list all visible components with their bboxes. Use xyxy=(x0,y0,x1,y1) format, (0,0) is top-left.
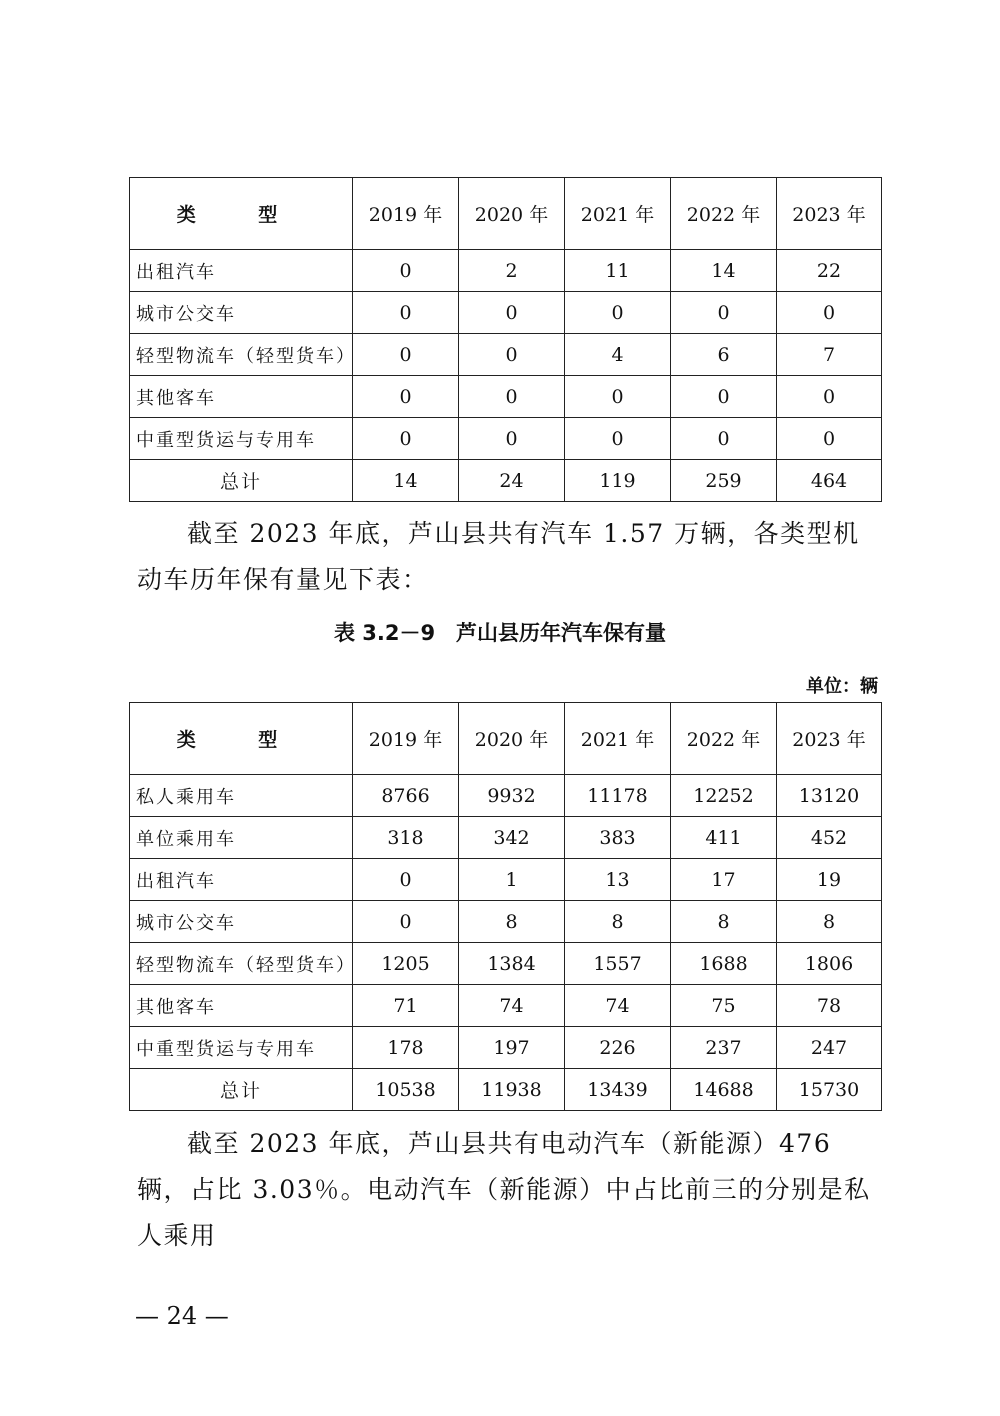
table-cell-value: 71 xyxy=(353,985,459,1027)
paragraph-1-text: 截至 2023 年底，芦山县共有汽车 1.57 万辆，各类型机动车历年保有量见下表： xyxy=(137,519,860,594)
row-type-label: 单位乘用车 xyxy=(130,817,353,859)
row-type-label: 轻型物流车（轻型货车） xyxy=(130,943,353,985)
table-2-unit: 单位：辆 xyxy=(806,676,878,697)
header-year: 2020 年 xyxy=(459,178,565,250)
table-cell-value: 0 xyxy=(671,292,777,334)
table-row xyxy=(130,943,882,985)
row-type-label: 轻型物流车（轻型货车） xyxy=(130,334,353,376)
table-cell-value: 14 xyxy=(353,460,459,502)
table-cell-value: 247 xyxy=(777,1027,882,1069)
table-cell-value: 1 xyxy=(459,859,565,901)
table-cell-value: 0 xyxy=(459,418,565,460)
table-cell-value: 383 xyxy=(565,817,671,859)
row-type-label: 私人乘用车 xyxy=(130,775,353,817)
header-year: 2023 年 xyxy=(777,703,882,775)
paragraph-1 xyxy=(137,511,882,603)
row-type-label: 总计 xyxy=(130,460,353,502)
header-year: 2023 年 xyxy=(777,178,882,250)
paragraph-2-text: 截至 2023 年底，芦山县共有电动汽车（新能源）476 辆，占比 3.03％。电动汽车（新能源）中占比前三的分别是私人乘用 xyxy=(137,1129,871,1250)
table-cell-value: 237 xyxy=(671,1027,777,1069)
table-cell-value: 342 xyxy=(459,817,565,859)
table-cell-value: 464 xyxy=(777,460,882,502)
table-row xyxy=(130,1069,882,1111)
row-type-label: 中重型货运与专用车 xyxy=(130,418,353,460)
table-cell-value: 0 xyxy=(777,376,882,418)
table-cell-value: 0 xyxy=(671,376,777,418)
table-row xyxy=(130,775,882,817)
table-cell-value: 9932 xyxy=(459,775,565,817)
table-row xyxy=(130,250,882,292)
table-cell-value: 0 xyxy=(565,292,671,334)
table-cell-value: 0 xyxy=(353,859,459,901)
table-cell-value: 318 xyxy=(353,817,459,859)
table-cell-value: 0 xyxy=(777,292,882,334)
header-year: 2021 年 xyxy=(565,703,671,775)
table-row xyxy=(130,376,882,418)
table-row xyxy=(130,418,882,460)
table-cell-value: 197 xyxy=(459,1027,565,1069)
table-row xyxy=(130,292,882,334)
table-row xyxy=(130,460,882,502)
table-cell-value: 11178 xyxy=(565,775,671,817)
table-cell-value: 8 xyxy=(459,901,565,943)
page-number: — 24 — xyxy=(135,1302,229,1330)
table-1-body xyxy=(130,178,882,502)
table-cell-value: 74 xyxy=(565,985,671,1027)
table-cell-value: 1205 xyxy=(353,943,459,985)
row-type-label: 其他客车 xyxy=(130,985,353,1027)
header-year: 2019 年 xyxy=(353,178,459,250)
table-cell-value: 0 xyxy=(353,334,459,376)
table-cell-value: 226 xyxy=(565,1027,671,1069)
row-type-label: 中重型货运与专用车 xyxy=(130,1027,353,1069)
table-cell-value: 22 xyxy=(777,250,882,292)
table-cell-value: 1557 xyxy=(565,943,671,985)
table-cell-value: 15730 xyxy=(777,1069,882,1111)
table-cell-value: 7 xyxy=(777,334,882,376)
table-cell-value: 2 xyxy=(459,250,565,292)
table-cell-value: 452 xyxy=(777,817,882,859)
header-year: 2019 年 xyxy=(353,703,459,775)
header-year: 2022 年 xyxy=(671,178,777,250)
table-cell-value: 0 xyxy=(565,418,671,460)
table-row xyxy=(130,901,882,943)
table-cell-value: 14688 xyxy=(671,1069,777,1111)
table-cell-value: 0 xyxy=(565,376,671,418)
table-cell-value: 0 xyxy=(671,418,777,460)
table-cell-value: 0 xyxy=(353,376,459,418)
header-year: 2021 年 xyxy=(565,178,671,250)
row-type-label: 总计 xyxy=(130,1069,353,1111)
table-cell-value: 1688 xyxy=(671,943,777,985)
table-cell-value: 10538 xyxy=(353,1069,459,1111)
table-cell-value: 119 xyxy=(565,460,671,502)
table-cell-value: 19 xyxy=(777,859,882,901)
header-type: 类 型 xyxy=(130,178,353,250)
table-2-body xyxy=(130,703,882,1111)
table-cell-value: 11 xyxy=(565,250,671,292)
table-cell-value: 13120 xyxy=(777,775,882,817)
row-type-label: 出租汽车 xyxy=(130,859,353,901)
table-cell-value: 4 xyxy=(565,334,671,376)
row-type-label: 城市公交车 xyxy=(130,901,353,943)
table-row xyxy=(130,334,882,376)
table-cell-value: 1384 xyxy=(459,943,565,985)
paragraph-2 xyxy=(137,1121,882,1259)
table-cell-value: 78 xyxy=(777,985,882,1027)
table-header-row xyxy=(130,703,882,775)
table-header-row xyxy=(130,178,882,250)
table-cell-value: 14 xyxy=(671,250,777,292)
table-cell-value: 8766 xyxy=(353,775,459,817)
table-row xyxy=(130,985,882,1027)
table-cell-value: 13 xyxy=(565,859,671,901)
table-cell-value: 8 xyxy=(777,901,882,943)
header-type: 类 型 xyxy=(130,703,353,775)
table-row xyxy=(130,1027,882,1069)
row-type-label: 其他客车 xyxy=(130,376,353,418)
table-cell-value: 259 xyxy=(671,460,777,502)
table-cell-value: 0 xyxy=(459,376,565,418)
table-cell-value: 0 xyxy=(353,250,459,292)
table-2-caption: 表 3.2－9 芦山县历年汽车保有量 xyxy=(333,621,667,645)
header-year: 2020 年 xyxy=(459,703,565,775)
table-cell-value: 1806 xyxy=(777,943,882,985)
table-cell-value: 11938 xyxy=(459,1069,565,1111)
table-cell-value: 12252 xyxy=(671,775,777,817)
vehicle-table-1 xyxy=(129,177,882,502)
table-cell-value: 8 xyxy=(671,901,777,943)
table-cell-value: 411 xyxy=(671,817,777,859)
table-cell-value: 75 xyxy=(671,985,777,1027)
table-cell-value: 0 xyxy=(777,418,882,460)
table-cell-value: 8 xyxy=(565,901,671,943)
table-cell-value: 24 xyxy=(459,460,565,502)
table-cell-value: 0 xyxy=(353,418,459,460)
table-row xyxy=(130,817,882,859)
table-cell-value: 0 xyxy=(459,334,565,376)
table-cell-value: 74 xyxy=(459,985,565,1027)
vehicle-table-2 xyxy=(129,702,882,1111)
table-cell-value: 13439 xyxy=(565,1069,671,1111)
table-cell-value: 6 xyxy=(671,334,777,376)
table-cell-value: 0 xyxy=(353,901,459,943)
row-type-label: 出租汽车 xyxy=(130,250,353,292)
table-row xyxy=(130,859,882,901)
table-cell-value: 178 xyxy=(353,1027,459,1069)
header-year: 2022 年 xyxy=(671,703,777,775)
table-cell-value: 0 xyxy=(459,292,565,334)
row-type-label: 城市公交车 xyxy=(130,292,353,334)
table-cell-value: 0 xyxy=(353,292,459,334)
table-cell-value: 17 xyxy=(671,859,777,901)
